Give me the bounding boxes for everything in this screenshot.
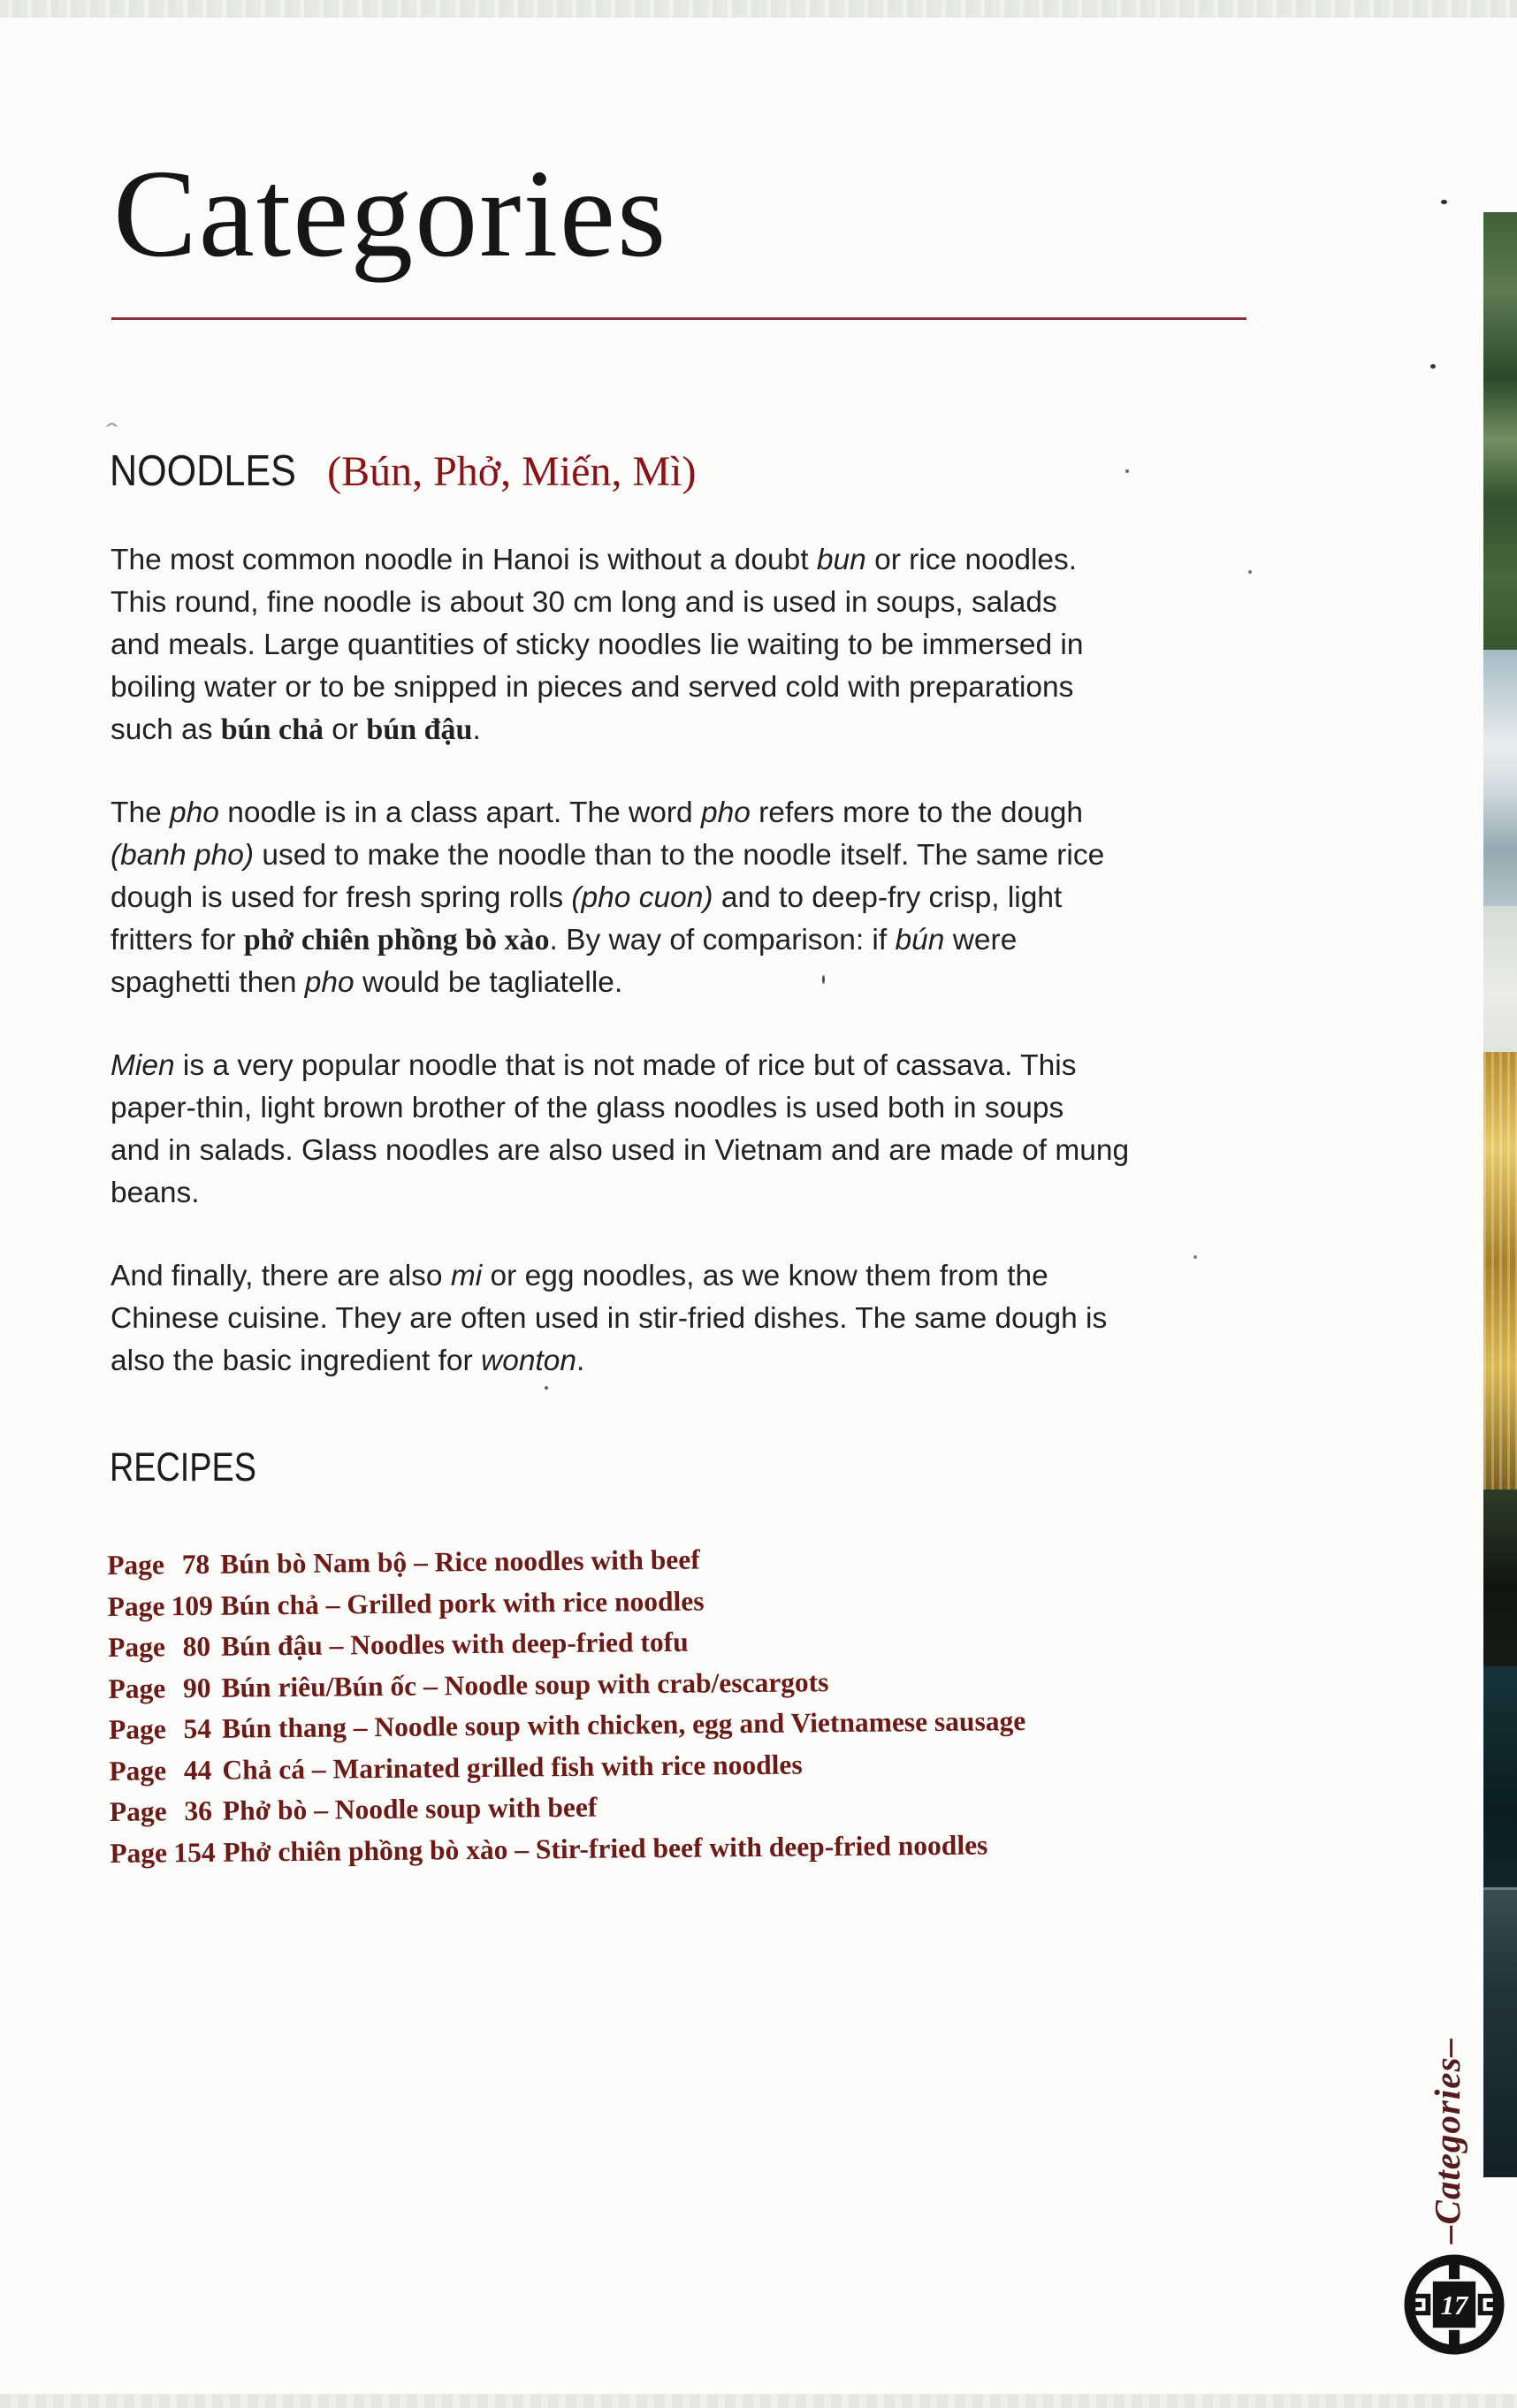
photo-strip-segment-dark-slate bbox=[1483, 1887, 1517, 2177]
recipe-page-number: 90 bbox=[182, 1672, 211, 1703]
text-segment: And finally, there are also bbox=[111, 1260, 451, 1292]
text-segment: Mien bbox=[111, 1049, 175, 1082]
paragraph-line bbox=[111, 539, 1295, 582]
scan-speck bbox=[1248, 570, 1252, 574]
text-segment: wonton bbox=[481, 1345, 577, 1377]
text-segment: or rice noodles. bbox=[865, 544, 1078, 576]
text-segment: were bbox=[944, 924, 1018, 956]
recipe-title: Chả cá – Marinated grilled fish with rice noodles bbox=[222, 1748, 803, 1786]
paragraph-line bbox=[111, 1130, 1295, 1172]
margin-category-label: –Categories– bbox=[1427, 2038, 1467, 2244]
photo-strip-segment-noodles bbox=[1483, 1052, 1517, 1490]
paragraph-line bbox=[111, 919, 1295, 962]
scan-speck bbox=[1441, 200, 1447, 204]
paragraph bbox=[111, 1255, 1295, 1383]
recipe-title: Bún riêu/Bún ốc – Noodle soup with crab/escargots bbox=[221, 1665, 829, 1703]
title-rule bbox=[111, 317, 1246, 320]
text-segment: bún bbox=[895, 924, 945, 956]
text-segment: . By way of comparison: if bbox=[549, 924, 896, 956]
text-segment: (pho cuon) bbox=[571, 881, 713, 914]
text-segment: The bbox=[111, 796, 171, 829]
text-segment: and meals. Large quantities of sticky noodles lie waiting to be immersed in bbox=[111, 629, 1084, 661]
paragraph-line bbox=[111, 1045, 1295, 1087]
paragraph-line bbox=[111, 962, 1295, 1004]
body-paragraphs bbox=[111, 539, 1295, 1423]
text-segment: mi bbox=[450, 1260, 483, 1292]
text-segment: (banh pho) bbox=[111, 839, 255, 872]
scan-speck bbox=[822, 975, 825, 984]
text-segment: bún đậu bbox=[366, 713, 473, 746]
text-segment: or bbox=[324, 713, 367, 746]
recipe-page-label: Page bbox=[109, 1795, 167, 1827]
text-segment: fritters for bbox=[111, 924, 244, 956]
scan-artifact-caret: ˆ bbox=[106, 419, 118, 447]
paragraph-line bbox=[111, 667, 1295, 709]
recipe-page-label: Page bbox=[107, 1589, 165, 1622]
scan-bottom-edge bbox=[0, 2394, 1517, 2408]
paragraph-line bbox=[111, 1172, 1295, 1215]
text-segment: used to make the noodle than to the noodle itself. The same rice bbox=[254, 839, 1105, 872]
recipe-title: Bún bò Nam bộ – Rice noodles with beef bbox=[220, 1543, 700, 1580]
text-segment: noodle is in a class apart. The word bbox=[218, 796, 701, 829]
text-segment: and to deep-fry crisp, light bbox=[713, 881, 1063, 914]
recipe-page-label: Page bbox=[109, 1754, 167, 1787]
recipe-page-label: Page bbox=[110, 1836, 168, 1869]
recipe-page-label: Page bbox=[108, 1672, 166, 1704]
recipe-title: Bún thang – Noodle soup with chicken, egg and Vietnamese sausage bbox=[221, 1705, 1026, 1744]
paragraph-line bbox=[111, 709, 1295, 751]
recipe-page-number: 36 bbox=[184, 1795, 213, 1827]
text-segment: also the basic ingredient for bbox=[111, 1345, 481, 1377]
recipe-page-number: 109 bbox=[171, 1589, 214, 1621]
text-segment: or egg noodles, as we know them from the bbox=[482, 1260, 1048, 1292]
photo-strip-segment-dark-olive bbox=[1483, 1490, 1517, 1666]
recipe-page-label: Page bbox=[107, 1549, 165, 1581]
page-medallion bbox=[1404, 2254, 1505, 2355]
recipe-page-label: Page bbox=[107, 1631, 166, 1663]
recipe-title: Phở bò – Noodle soup with beef bbox=[222, 1791, 598, 1826]
text-segment: paper-thin, light brown brother of the glass noodles is used both in soups bbox=[111, 1092, 1064, 1124]
photo-strip bbox=[1483, 212, 1517, 2175]
text-segment: This round, fine noodle is about 30 cm long and is used in soups, salads bbox=[111, 586, 1057, 619]
photo-strip-segment-pale bbox=[1483, 906, 1517, 1052]
paragraph-line bbox=[111, 1340, 1295, 1383]
photo-strip-segment-dark-teal bbox=[1483, 1666, 1517, 1887]
text-segment: is a very popular noodle that is not made of rice but of cassava. This bbox=[174, 1049, 1077, 1082]
paragraph-line bbox=[111, 834, 1295, 877]
recipes-list bbox=[107, 1534, 1348, 1874]
text-segment: would be tagliatelle. bbox=[354, 966, 623, 999]
scan-speck bbox=[1125, 469, 1129, 473]
recipe-title: Bún chả – Grilled pork with rice noodles bbox=[220, 1585, 705, 1621]
page-number: 17 bbox=[1440, 2290, 1468, 2321]
text-segment: Chinese cuisine. They are often used in stir-fried dishes. The same dough is bbox=[111, 1302, 1108, 1335]
recipe-page-number: 44 bbox=[183, 1754, 212, 1786]
recipe-title: Bún đậu – Noodles with deep-fried tofu bbox=[220, 1626, 689, 1662]
recipe-page-number: 54 bbox=[183, 1712, 212, 1745]
paragraph-line bbox=[111, 1087, 1295, 1130]
text-segment: bún chả bbox=[220, 713, 324, 746]
text-segment: pho bbox=[170, 796, 219, 829]
recipe-page-label: Page bbox=[108, 1713, 166, 1745]
text-segment: such as bbox=[111, 713, 221, 746]
paragraph-line bbox=[111, 1255, 1295, 1298]
recipes-heading: RECIPES bbox=[110, 1444, 256, 1490]
recipe-page-number: 154 bbox=[173, 1836, 216, 1868]
text-segment: refers more to the dough bbox=[750, 796, 1083, 829]
text-segment: phở chiên phồng bò xào bbox=[243, 924, 550, 956]
section-heading bbox=[110, 446, 696, 496]
text-segment: dough is used for fresh spring rolls bbox=[111, 881, 572, 914]
paragraph-line bbox=[111, 792, 1295, 834]
text-segment: pho bbox=[700, 796, 751, 829]
paragraph bbox=[111, 1045, 1295, 1215]
text-segment: pho bbox=[304, 966, 354, 999]
recipe-page-number: 80 bbox=[182, 1630, 211, 1663]
paragraph-line bbox=[111, 1298, 1295, 1340]
page-title: Categories bbox=[113, 143, 668, 283]
text-segment: beans. bbox=[111, 1177, 200, 1209]
text-segment: boiling water or to be snipped in pieces and served cold with preparations bbox=[111, 671, 1074, 704]
scan-speck bbox=[545, 1386, 548, 1390]
text-segment: The most common noodle in Hanoi is without a doubt bbox=[111, 544, 817, 576]
paragraph-line bbox=[111, 582, 1295, 624]
recipe-title: Phở chiên phồng bò xào – Stir-fried beef with deep-fried noodles bbox=[223, 1828, 988, 1868]
section-heading-main: NOODLES bbox=[110, 447, 296, 495]
text-segment: spaghetti then bbox=[111, 966, 305, 999]
section-heading-vietnamese: (Bún, Phở, Miến, Mì) bbox=[327, 448, 697, 495]
text-segment: bun bbox=[816, 544, 866, 576]
text-segment: . bbox=[576, 1345, 585, 1377]
text-segment: and in salads. Glass noodles are also used in Vietnam and are made of mung bbox=[111, 1134, 1130, 1167]
scan-top-edge bbox=[0, 0, 1517, 18]
photo-strip-segment-foliage bbox=[1483, 212, 1517, 650]
text-segment: . bbox=[472, 713, 481, 746]
photo-strip-segment-haze bbox=[1483, 650, 1517, 906]
recipe-page-number: 78 bbox=[181, 1548, 210, 1581]
paragraph-line bbox=[111, 624, 1295, 667]
scan-speck bbox=[1193, 1255, 1197, 1259]
paragraph bbox=[111, 792, 1295, 1004]
paragraph-line bbox=[111, 877, 1295, 919]
paragraph bbox=[111, 539, 1295, 751]
scan-speck bbox=[1430, 364, 1436, 369]
